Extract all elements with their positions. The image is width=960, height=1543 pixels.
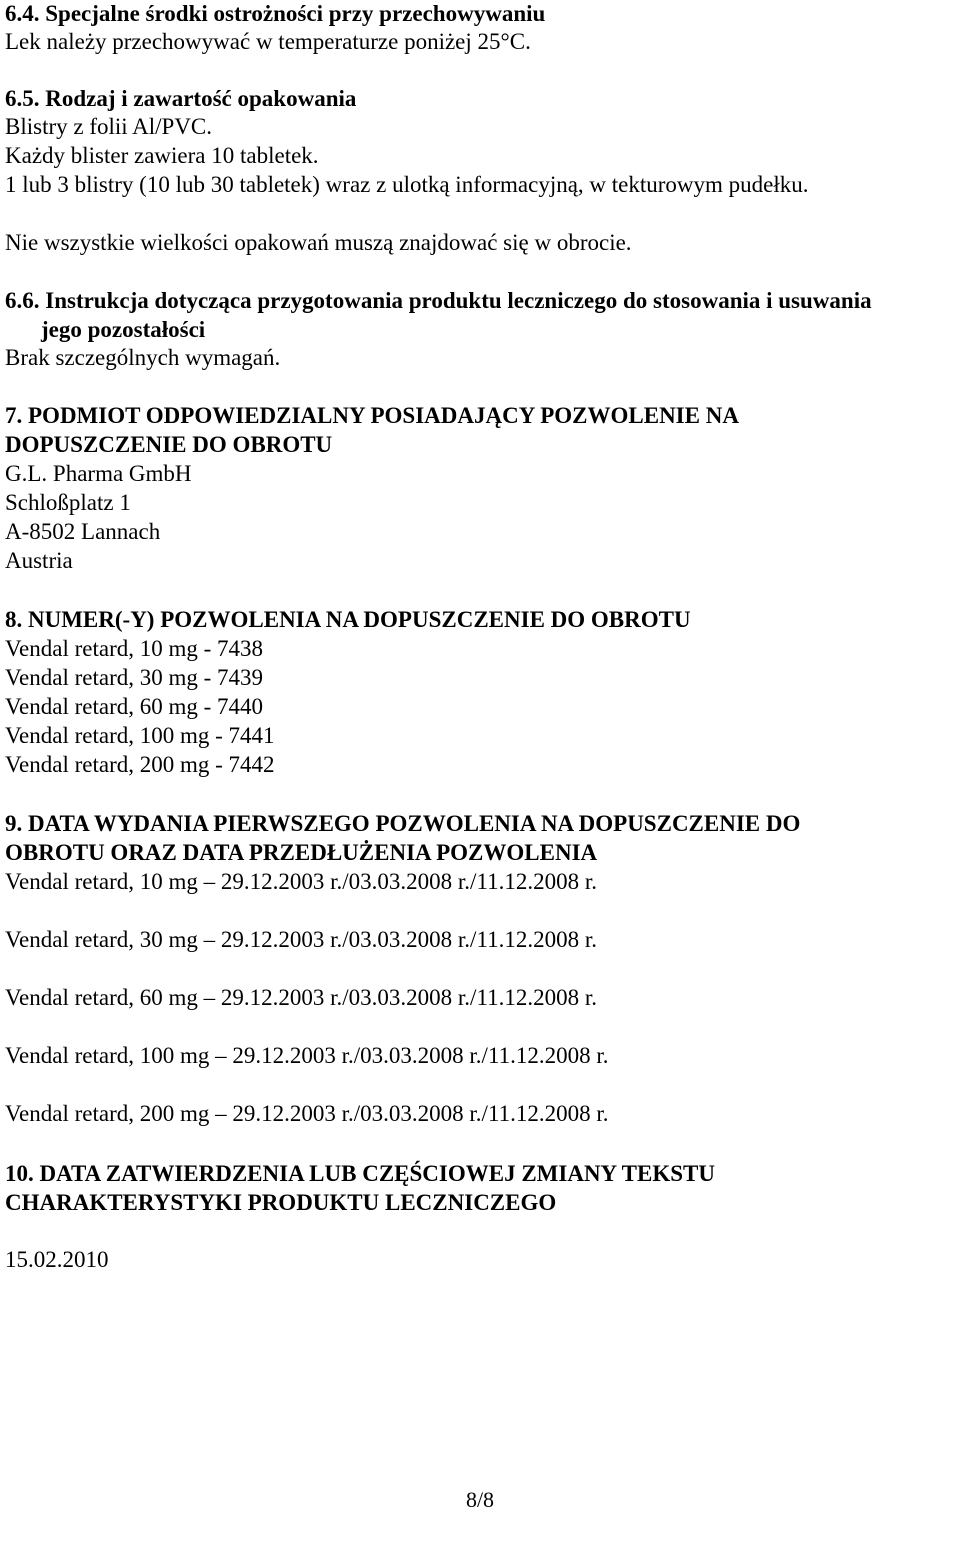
storage-text-prefix: Lek należy przechowywać w temperaturze poniżej 25 <box>5 29 501 54</box>
section-6-5-heading: 6.5. Rodzaj i zawartość opakowania <box>5 86 357 111</box>
section-6-6-heading-cont: jego pozostałości <box>41 317 206 342</box>
permit-date-item: Vendal retard, 100 mg – 29.12.2003 r./03.03.2008 r./11.12.2008 r. <box>5 1043 609 1068</box>
packaging-line: 1 lub 3 blistry (10 lub 30 tabletek) wraz z ulotką informacyjną, w tekturowym pudełku. <box>5 172 809 197</box>
section-7-heading-cont: DOPUSZCZENIE DO OBROTU <box>5 432 333 457</box>
section-9-heading: 9. DATA WYDANIA PIERWSZEGO POZWOLENIA NA DOPUSZCZENIE DO <box>5 811 801 836</box>
section-6-4-text <box>5 28 531 56</box>
permit-date-item: Vendal retard, 60 mg – 29.12.2003 r./03.03.2008 r./11.12.2008 r. <box>5 985 597 1010</box>
section-9-heading-cont: OBROTU ORAZ DATA PRZEDŁUŻENIA POZWOLENIA <box>5 840 598 865</box>
permit-number-item: Vendal retard, 100 mg - 7441 <box>5 723 275 748</box>
approval-date: 15.02.2010 <box>5 1247 109 1272</box>
packaging-note: Nie wszystkie wielkości opakowań muszą znajdować się w obrocie. <box>5 230 632 255</box>
section-6-6-heading: 6.6. Instrukcja dotycząca przygotowania produktu leczniczego do stosowania i usuwania <box>5 288 872 313</box>
storage-text-suffix: C. <box>509 29 531 54</box>
permit-number-item: Vendal retard, 10 mg - 7438 <box>5 636 264 661</box>
permit-number-item: Vendal retard, 30 mg - 7439 <box>5 665 264 690</box>
packaging-line: Blistry z folii Al/PVC. <box>5 114 213 139</box>
section-6-4-heading: 6.4. Specjalne środki ostrożności przy przechowywaniu <box>5 1 546 26</box>
section-8-heading: 8. NUMER(-Y) POZWOLENIA NA DOPUSZCZENIE DO OBROTU <box>5 607 691 632</box>
permit-date-item: Vendal retard, 200 mg – 29.12.2003 r./03.03.2008 r./11.12.2008 r. <box>5 1101 609 1126</box>
address-line: Austria <box>5 548 73 573</box>
address-line: A-8502 Lannach <box>5 519 161 544</box>
permit-number-item: Vendal retard, 200 mg - 7442 <box>5 752 275 777</box>
permit-number-item: Vendal retard, 60 mg - 7440 <box>5 694 264 719</box>
permit-date-item: Vendal retard, 30 mg – 29.12.2003 r./03.03.2008 r./11.12.2008 r. <box>5 927 597 952</box>
packaging-line: Każdy blister zawiera 10 tabletek. <box>5 143 319 168</box>
degree-symbol: ° <box>500 29 510 54</box>
section-6-6-text: Brak szczególnych wymagań. <box>5 345 281 370</box>
section-10-heading-cont: CHARAKTERYSTYKI PRODUKTU LECZNICZEGO <box>5 1190 557 1215</box>
section-10-heading: 10. DATA ZATWIERDZENIA LUB CZĘŚCIOWEJ ZMIANY TEKSTU <box>5 1161 715 1186</box>
address-line: G.L. Pharma GmbH <box>5 461 192 486</box>
permit-date-item: Vendal retard, 10 mg – 29.12.2003 r./03.03.2008 r./11.12.2008 r. <box>5 869 597 894</box>
section-7-heading: 7. PODMIOT ODPOWIEDZIALNY POSIADAJĄCY POZWOLENIE NA <box>5 403 739 428</box>
address-line: Schloßplatz 1 <box>5 490 131 515</box>
page-number: 8/8 <box>465 1487 495 1512</box>
